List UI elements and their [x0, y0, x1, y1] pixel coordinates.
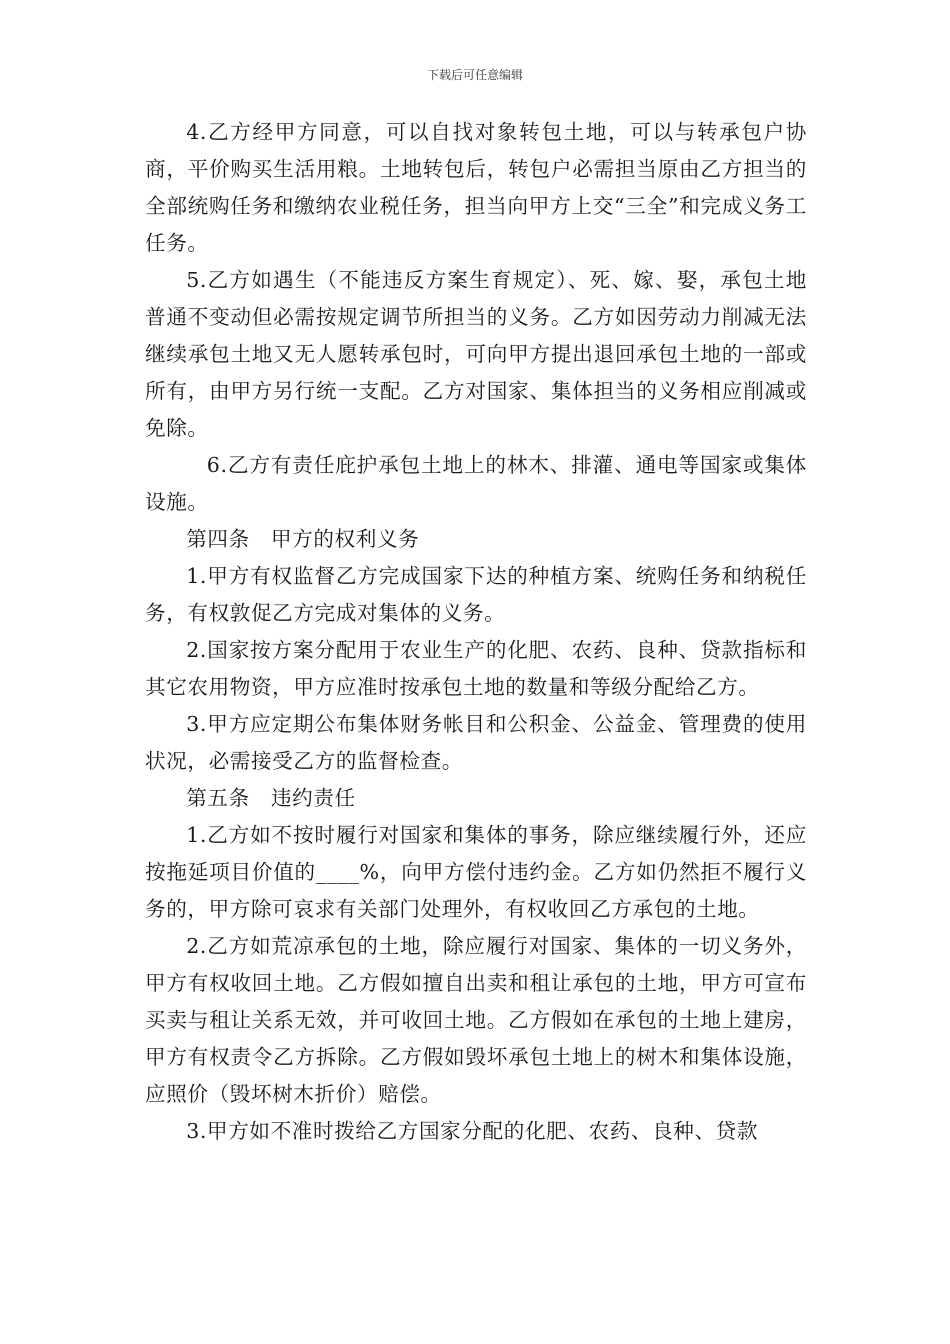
section-heading-article-4: 第四条 甲方的权利义务	[186, 527, 420, 551]
clause-4-item-2: 2.国家按方案分配用于农业生产的化肥、农药、良种、贷款指标和其它农用物资，甲方应准时按承包土地的数量和等级分配给乙方。	[145, 638, 807, 699]
section-heading-article-5: 第五条 违约责任	[186, 786, 356, 810]
document-body	[145, 114, 807, 1150]
clause-5-item-3: 3.甲方如不准时拨给乙方国家分配的化肥、农药、良种、贷款	[186, 1119, 759, 1143]
clause-5-item-2: 2.乙方如荒凉承包的土地，除应履行对国家、集体的一切义务外，甲方有权收回土地。乙方假如擅自出卖和租让承包的土地，甲方可宣布买卖与租让关系无效，并可收回土地。乙方假如在承包的土地上建房，甲方有权责令乙方拆除。乙方假如毁坏承包土地上的树木和集体设施，应照价（毁坏树木折价）赔偿。	[145, 934, 807, 1106]
clause-4-item-1: 1.甲方有权监督乙方完成国家下达的种植方案、统购任务和纳税任务，有权敦促乙方完成对集体的义务。	[145, 564, 807, 625]
clause-3-item-4: 4.乙方经甲方同意，可以自找对象转包土地，可以与转承包户协商，平价购买生活用粮。土地转包后，转包户必需担当原由乙方担当的全部统购任务和缴纳农业税任务，担当向甲方上交“三全”和完成义务工任务。	[145, 120, 807, 255]
clause-5-item-1: 1.乙方如不按时履行对国家和集体的事务，除应继续履行外，还应按拖延项目价值的____%，向甲方偿付违约金。乙方如仍然拒不履行义务的，甲方除可哀求有关部门处理外，有权收回乙方承包的土地。	[145, 823, 807, 921]
clause-3-item-6: 6.乙方有责任庇护承包土地上的林木、排灌、通电等国家或集体设施。	[145, 453, 807, 514]
clause-3-item-5: 5.乙方如遇生（不能违反方案生育规定）、死、嫁、娶，承包土地普通不变动但必需按规定调节所担当的义务。乙方如因劳动力削减无法继续承包土地又无人愿转承包时，可向甲方提出退回承包土地的一部或所有，由甲方另行统一支配。乙方对国家、集体担当的义务相应削减或免除。	[145, 268, 807, 440]
header-note: 下载后可任意编辑	[426, 68, 523, 82]
clause-4-item-3: 3.甲方应定期公布集体财务帐目和公积金、公益金、管理费的使用状况，必需接受乙方的监督检查。	[145, 712, 807, 773]
